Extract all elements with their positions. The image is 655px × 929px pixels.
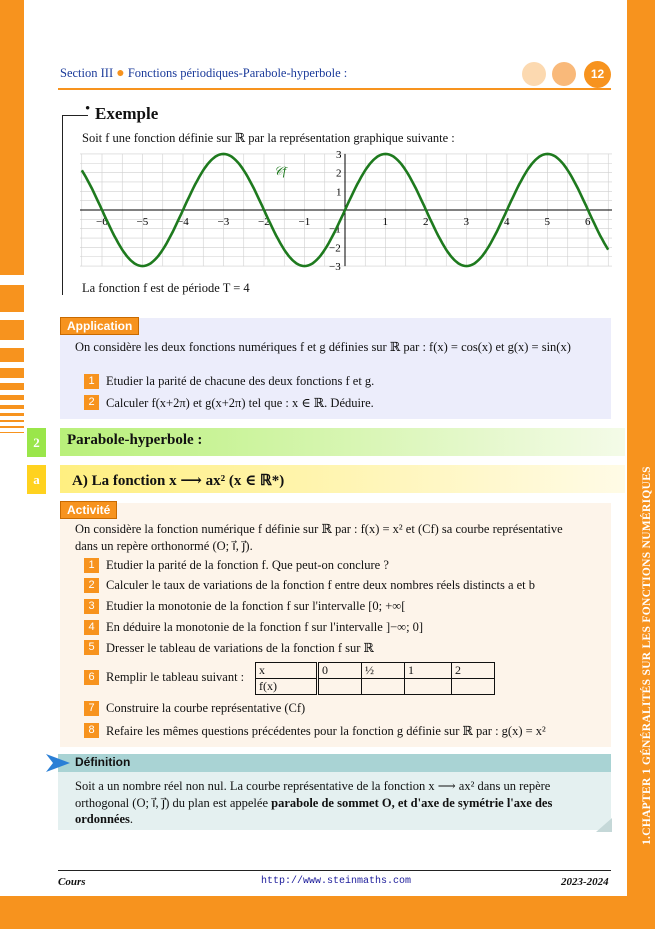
section-title: Parabole-hyperbole : [67,432,203,448]
x-tick-label: 1 [382,216,388,228]
item-number: 6 [84,670,99,685]
x-tick-label: 3 [463,216,469,228]
example-bracket [62,115,63,295]
x-tick-label: 4 [504,216,510,228]
left-decor-stripe [0,405,24,409]
values-table [255,662,495,695]
left-decor-bar [0,0,24,275]
definition-line: Soit a un nombre réel non nul. La courbe représentative de la fonction x ⟶ ax² dans un repère [75,779,551,793]
item-number: 1 [84,374,99,389]
table-cell [452,679,495,695]
item-number: 5 [84,640,99,655]
table-row [256,679,495,695]
section-label: Section III [60,66,114,80]
chapter-title: 1.CHAPTER 1 GÉNÉRALITÉS SUR LES FONCTIONS NUMÉRIQUES [641,466,653,845]
activity-item: Refaire les mêmes questions précédentes pour la fonction g définie sur ℝ par : g(x) = x² [106,724,546,738]
example-conclusion: La fonction f est de période T = 4 [82,281,250,295]
item-number: 3 [84,599,99,614]
x-tick-label: −6 [96,216,108,228]
definition-text: orthogonal (O; i⃗, j⃗) du plan est appelée [75,796,272,810]
footer-link[interactable]: http://www.steinmaths.com [261,876,412,887]
bullet-icon: ● [116,66,125,81]
corner-fold-icon [596,818,612,832]
left-decor-stripe [0,426,24,428]
arrow-icon [46,752,72,774]
y-tick-label: −1 [329,223,341,236]
item-number: 8 [84,723,99,738]
left-decor-stripe [0,395,24,400]
page-number: 12 [584,61,611,88]
activity-item: Construire la courbe représentative (Cf) [106,701,306,715]
table-row [256,663,495,679]
y-tick-label: −2 [329,242,341,255]
table-cell: 2 [452,663,495,679]
x-tick-label: −4 [177,216,189,228]
table-cell: x [256,663,318,679]
item-number: 4 [84,620,99,635]
x-tick-label: 6 [585,216,591,228]
left-decor-stripe [0,413,24,416]
curve-label: 𝒞f [274,164,287,178]
left-decor-stripe [0,383,24,390]
table-cell: 0 [318,663,362,679]
definition-header [58,754,611,772]
table-cell [362,679,405,695]
left-decor-stripe [0,320,24,340]
example-intro: Soit f une fonction définie sur ℝ par la représentation graphique suivante : [82,131,455,145]
activity-item: En déduire la monotonie de la fonction f sur l'intervalle ]−∞; 0] [106,620,424,634]
left-decor-stripe [0,420,24,422]
x-tick-label: −3 [217,216,230,228]
y-tick-label: 3 [336,148,342,161]
table-cell: f(x) [256,679,318,695]
header-rule [58,88,611,90]
activity-item: Etudier la parité de la fonction f. Que peut-on conclure ? [106,558,389,572]
definition-line: ordonnées. [75,812,133,826]
application-item: Calculer f(x+2π) et g(x+2π) tel que : x ∈ ℝ. Déduire. [106,396,374,410]
definition-line [75,795,552,811]
left-decor-stripe [0,285,24,312]
decor-circle [552,62,576,86]
bottom-bar [0,896,627,929]
activity-intro: dans un repère orthonormé (O; i⃗, j⃗). [75,539,253,553]
activity-item: Remplir le tableau suivant : [106,670,245,684]
y-tick-label: 2 [336,167,342,180]
item-number: 2 [84,395,99,410]
application-item: Etudier la parité de chacune des deux fonctions f et g. [106,374,375,388]
section-title: Fonctions périodiques-Parabole-hyperbole : [127,66,348,80]
item-number: 2 [84,578,99,593]
left-decor-stripe [0,348,24,362]
item-number: 1 [84,558,99,573]
left-decor-stripe [0,368,24,378]
footer-rule [58,870,611,871]
x-tick-label: −1 [298,216,311,228]
x-tick-label: −2 [258,216,270,228]
activity-intro: On considère la fonction numérique f définie sur ℝ par : f(x) = x² et (Cf) sa courbe représentative [75,522,563,536]
subsection-number: a [27,465,46,494]
definition-bold: ordonnées [75,812,130,826]
item-number: 7 [84,701,99,716]
section-number: 2 [27,428,46,457]
subsection-title: A) La fonction x ⟶ ax² (x ∈ ℝ*) [72,473,285,489]
footer-left: Cours [58,876,86,888]
x-tick-label: 5 [544,216,550,228]
example-title: Exemple [95,104,159,123]
table-cell [405,679,452,695]
footer-right: 2023-2024 [561,876,609,888]
chapter-side-bar [627,0,655,929]
bullet-icon: • [85,101,91,117]
activity-item: Etudier la monotonie de la fonction f sur l'intervalle [0; +∞[ [106,599,406,613]
x-tick-label: −5 [136,216,149,228]
application-tag: Application [60,317,139,335]
activity-item: Dresser le tableau de variations de la fonction f sur ℝ [106,641,374,655]
x-tick-label: 2 [423,216,429,228]
table-cell [318,679,362,695]
table-cell: 1 [405,663,452,679]
definition-tag: Définition [75,755,131,769]
y-tick-label: −3 [329,261,341,272]
left-decor-stripe [0,432,24,433]
y-tick-label: 1 [336,186,342,199]
decor-circle [522,62,546,86]
table-cell: ½ [362,663,405,679]
definition-bold: parabole de sommet O, et d'axe de symétrie l'axe des [271,796,553,810]
activity-tag: Activité [60,501,117,519]
periodic-graph [80,147,612,272]
activity-item: Calculer le taux de variations de la fonction f entre deux nombres réels distincts a et b [106,578,536,592]
application-intro: On considère les deux fonctions numériques f et g définies sur ℝ par : f(x) = cos(x) et g(x) = sin(x) [75,340,571,354]
section-breadcrumb [60,66,347,82]
